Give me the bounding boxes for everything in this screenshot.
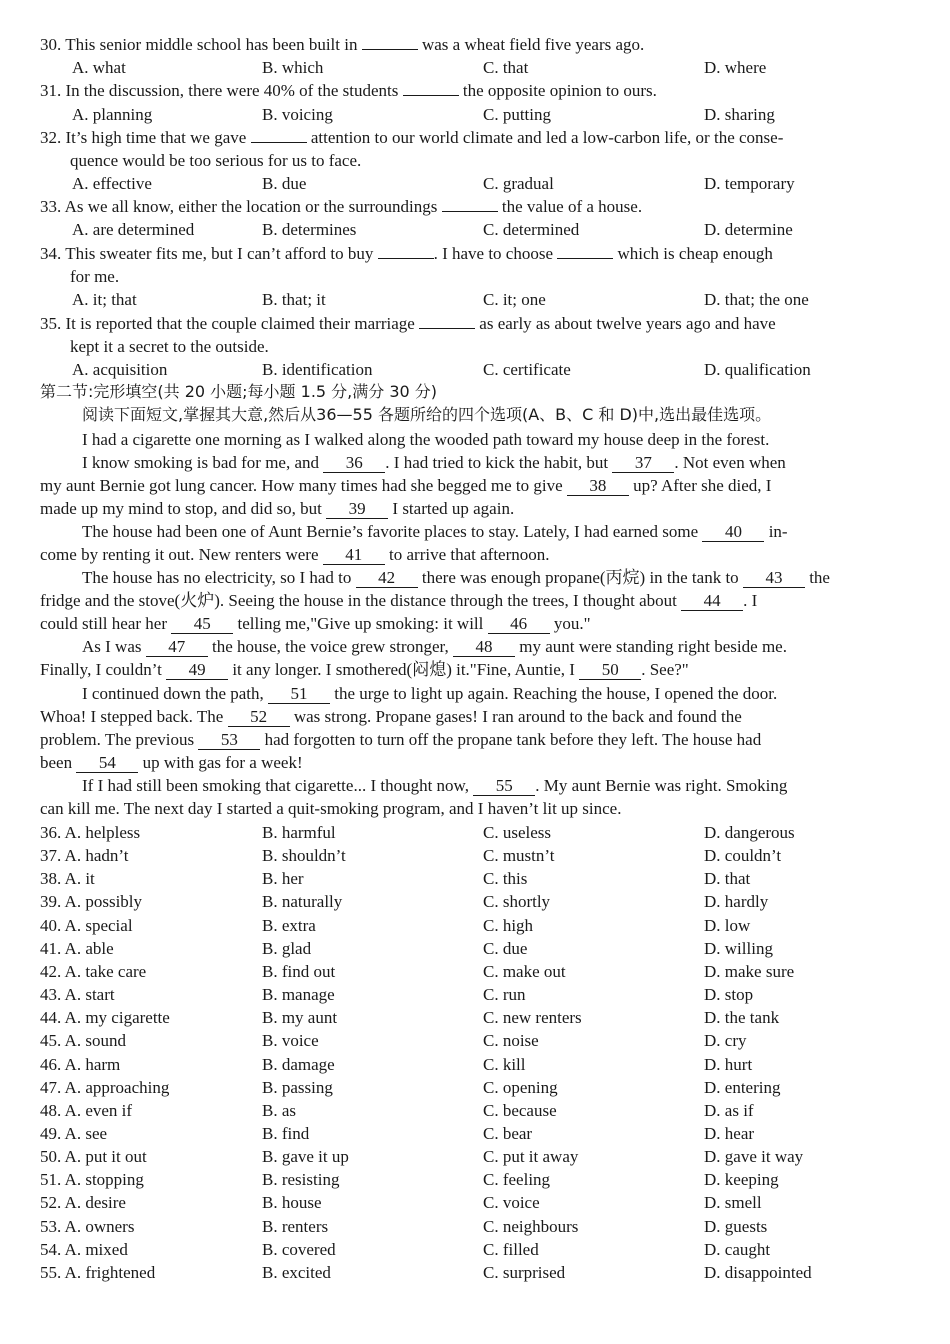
option-d: D. keeping xyxy=(704,1170,779,1189)
option-c: C. new renters xyxy=(483,1008,582,1027)
option-b: B. naturally xyxy=(262,892,343,911)
passage-line: come by renting it out. New renters were 41 to arrive that afternoon. xyxy=(40,545,550,564)
option-d: D. entering xyxy=(704,1078,781,1097)
option-a: A. acquisition xyxy=(72,360,168,379)
question-31-options xyxy=(40,103,908,126)
option-b: B. due xyxy=(262,174,307,193)
section-instruction: 阅读下面短文,掌握其大意,然后从36—55 各题所给的四个选项(A、B、C 和 D)中,选出最佳选项。 xyxy=(82,405,772,424)
cloze-option-row xyxy=(40,1076,908,1099)
cloze-option-row xyxy=(40,1099,908,1122)
option-c: C. due xyxy=(483,939,528,958)
passage-line: As I was 47 the house, the voice grew stronger, 48 my aunt were standing right beside me. xyxy=(82,637,787,656)
cloze-option-row xyxy=(40,1191,908,1214)
answer-blank xyxy=(419,312,475,329)
cloze-option-row xyxy=(40,890,908,913)
option-d: D. hurt xyxy=(704,1055,753,1074)
option-b: B. find out xyxy=(262,962,336,981)
cloze-option-row xyxy=(40,1168,908,1191)
answer-blank xyxy=(442,195,498,212)
option-d: D. gave it way xyxy=(704,1147,804,1166)
answer-blank xyxy=(378,242,434,259)
option-c: C. gradual xyxy=(483,174,554,193)
option-a: 51. A. stopping xyxy=(40,1170,144,1189)
option-b: B. manage xyxy=(262,985,335,1004)
passage-line: Finally, I couldn’t 49 it any longer. I smothered(闷熄) it."Fine, Auntie, I 50 . See?" xyxy=(40,660,689,679)
cloze-option-row xyxy=(40,1006,908,1029)
option-b: B. passing xyxy=(262,1078,333,1097)
option-a: A. effective xyxy=(72,174,152,193)
passage-line: If I had still been smoking that cigarette... I thought now, 55 . My aunt Bernie was right. Smoking xyxy=(82,776,788,795)
option-b: B. voicing xyxy=(262,105,333,124)
option-d: D. willing xyxy=(704,939,773,958)
option-b: B. as xyxy=(262,1101,296,1120)
option-c: C. neighbours xyxy=(483,1217,579,1236)
option-c: C. mustn’t xyxy=(483,846,555,865)
option-d: D. determine xyxy=(704,220,793,239)
cloze-option-row xyxy=(40,1053,908,1076)
question-34-stem: 34. This sweater fits me, but I can’t afford to buy . I have to choose which is cheap enough xyxy=(40,244,773,263)
answer-blank xyxy=(362,33,418,50)
blank-45: 45 xyxy=(171,615,233,634)
option-c: C. feeling xyxy=(483,1170,551,1189)
option-d: D. hear xyxy=(704,1124,755,1143)
option-a: 47. A. approaching xyxy=(40,1078,170,1097)
option-b: B. voice xyxy=(262,1031,319,1050)
option-d: D. disappointed xyxy=(704,1263,812,1282)
passage-line: made up my mind to stop, and did so, but 39 I started up again. xyxy=(40,499,515,518)
cloze-option-row xyxy=(40,1029,908,1052)
cloze-option-row xyxy=(40,914,908,937)
option-d: D. where xyxy=(704,58,767,77)
option-b: B. covered xyxy=(262,1240,336,1259)
option-c: C. put it away xyxy=(483,1147,579,1166)
question-31-stem: 31. In the discussion, there were 40% of the students the opposite opinion to ours. xyxy=(40,81,657,100)
blank-49: 49 xyxy=(166,661,228,680)
blank-46: 46 xyxy=(488,615,550,634)
blank-54: 54 xyxy=(76,754,138,773)
option-c: C. that xyxy=(483,58,529,77)
option-a: 42. A. take care xyxy=(40,962,147,981)
answer-blank xyxy=(557,242,613,259)
option-a: 54. A. mixed xyxy=(40,1240,128,1259)
option-b: B. determines xyxy=(262,220,357,239)
cloze-option-row xyxy=(40,1261,908,1284)
option-a: 46. A. harm xyxy=(40,1055,121,1074)
option-d: D. caught xyxy=(704,1240,771,1259)
option-a: 37. A. hadn’t xyxy=(40,846,129,865)
option-d: D. hardly xyxy=(704,892,769,911)
blank-39: 39 xyxy=(326,500,388,519)
passage-line: fridge and the stove(火炉). Seeing the house in the distance through the trees, I thought about 44 . I xyxy=(40,591,758,610)
option-a: 52. A. desire xyxy=(40,1193,126,1212)
option-b: B. shouldn’t xyxy=(262,846,346,865)
passage-line: problem. The previous 53 had forgotten to turn off the propane tank before they left. The house had xyxy=(40,730,762,749)
option-b: B. her xyxy=(262,869,304,888)
cloze-option-row xyxy=(40,1215,908,1238)
option-c: C. because xyxy=(483,1101,557,1120)
option-d: D. cry xyxy=(704,1031,747,1050)
question-35-options xyxy=(40,358,908,381)
option-a: A. it; that xyxy=(72,290,137,309)
cloze-option-row xyxy=(40,844,908,867)
option-d: D. make sure xyxy=(704,962,795,981)
option-c: C. determined xyxy=(483,220,580,239)
blank-55: 55 xyxy=(473,777,535,796)
answer-blank xyxy=(251,126,307,143)
passage-line: been 54 up with gas for a week! xyxy=(40,753,303,772)
option-b: B. resisting xyxy=(262,1170,340,1189)
option-b: B. house xyxy=(262,1193,322,1212)
option-d: D. qualification xyxy=(704,360,811,379)
option-b: B. renters xyxy=(262,1217,329,1236)
question-30-options xyxy=(40,56,908,79)
option-a: 45. A. sound xyxy=(40,1031,126,1050)
question-32-stem-continued: quence would be too serious for us to face. xyxy=(70,151,362,170)
option-c: C. useless xyxy=(483,823,551,842)
option-a: 39. A. possibly xyxy=(40,892,143,911)
option-a: 53. A. owners xyxy=(40,1217,135,1236)
passage-line: Whoa! I stepped back. The 52 was strong. Propane gases! I ran around to the back and found the xyxy=(40,707,742,726)
question-35-stem: 35. It is reported that the couple claimed their marriage as early as about twelve years ago and have xyxy=(40,314,776,333)
option-a: 41. A. able xyxy=(40,939,114,958)
option-d: D. couldn’t xyxy=(704,846,782,865)
question-32-options xyxy=(40,172,908,195)
option-c: C. noise xyxy=(483,1031,539,1050)
cloze-option-row xyxy=(40,1145,908,1168)
question-30-stem: 30. This senior middle school has been built in was a wheat field five years ago. xyxy=(40,35,645,54)
option-b: B. that; it xyxy=(262,290,326,309)
cloze-option-row xyxy=(40,983,908,1006)
cloze-option-row xyxy=(40,821,908,844)
option-c: C. certificate xyxy=(483,360,571,379)
blank-53: 53 xyxy=(198,731,260,750)
question-35-stem-continued: kept it a secret to the outside. xyxy=(70,337,269,356)
option-a: 55. A. frightened xyxy=(40,1263,156,1282)
cloze-option-row xyxy=(40,1122,908,1145)
option-c: C. this xyxy=(483,869,528,888)
option-c: C. opening xyxy=(483,1078,558,1097)
option-c: C. high xyxy=(483,916,534,935)
option-b: B. excited xyxy=(262,1263,331,1282)
option-d: D. that xyxy=(704,869,751,888)
option-c: C. shortly xyxy=(483,892,551,911)
option-b: B. gave it up xyxy=(262,1147,349,1166)
option-c: C. make out xyxy=(483,962,566,981)
question-33-options xyxy=(40,218,908,241)
passage-line: my aunt Bernie got lung cancer. How many times had she begged me to give 38 up? After she died, I xyxy=(40,476,772,495)
option-a: 43. A. start xyxy=(40,985,115,1004)
passage-line: can kill me. The next day I started a quit-smoking program, and I haven’t lit up since. xyxy=(40,799,622,818)
option-b: B. extra xyxy=(262,916,316,935)
option-c: C. putting xyxy=(483,105,552,124)
option-b: B. which xyxy=(262,58,324,77)
option-d: D. sharing xyxy=(704,105,775,124)
option-c: C. run xyxy=(483,985,526,1004)
option-a: 38. A. it xyxy=(40,869,95,888)
blank-52: 52 xyxy=(228,708,290,727)
passage-line: could still hear her 45 telling me,"Give up smoking: it will 46 you." xyxy=(40,614,591,633)
cloze-option-row xyxy=(40,1238,908,1261)
option-c: C. voice xyxy=(483,1193,540,1212)
blank-42: 42 xyxy=(356,569,418,588)
passage-line: I know smoking is bad for me, and 36 . I had tried to kick the habit, but 37 . Not even when xyxy=(82,453,786,472)
blank-51: 51 xyxy=(268,685,330,704)
option-b: B. find xyxy=(262,1124,310,1143)
option-a: 44. A. my cigarette xyxy=(40,1008,170,1027)
option-a: 50. A. put it out xyxy=(40,1147,147,1166)
blank-41: 41 xyxy=(323,546,385,565)
blank-37: 37 xyxy=(612,454,674,473)
option-b: B. harmful xyxy=(262,823,336,842)
option-d: D. as if xyxy=(704,1101,754,1120)
option-d: D. that; the one xyxy=(704,290,809,309)
option-c: C. it; one xyxy=(483,290,546,309)
option-d: D. dangerous xyxy=(704,823,795,842)
passage-line: I continued down the path, 51 the urge to light up again. Reaching the house, I opened the door. xyxy=(82,684,778,703)
answer-blank xyxy=(403,79,459,96)
option-d: D. low xyxy=(704,916,751,935)
blank-48: 48 xyxy=(453,638,515,657)
option-a: A. are determined xyxy=(72,220,195,239)
question-33-stem: 33. As we all know, either the location or the surroundings the value of a house. xyxy=(40,197,643,216)
option-c: C. bear xyxy=(483,1124,533,1143)
option-a: 49. A. see xyxy=(40,1124,108,1143)
option-a: 40. A. special xyxy=(40,916,133,935)
option-c: C. kill xyxy=(483,1055,526,1074)
option-b: B. damage xyxy=(262,1055,335,1074)
option-d: D. smell xyxy=(704,1193,762,1212)
passage-line: The house has no electricity, so I had to 42 there was enough propane(丙烷) in the tank to 43 the xyxy=(82,568,830,587)
option-a: A. what xyxy=(72,58,126,77)
option-b: B. my aunt xyxy=(262,1008,338,1027)
option-c: C. filled xyxy=(483,1240,539,1259)
blank-47: 47 xyxy=(146,638,208,657)
blank-40: 40 xyxy=(702,523,764,542)
option-d: D. guests xyxy=(704,1217,768,1236)
option-a: 36. A. helpless xyxy=(40,823,141,842)
cloze-option-row xyxy=(40,937,908,960)
option-c: C. surprised xyxy=(483,1263,566,1282)
option-a: A. planning xyxy=(72,105,153,124)
question-34-options xyxy=(40,288,908,311)
question-34-stem-continued: for me. xyxy=(70,267,120,286)
section-title: 第二节:完形填空(共 20 小题;每小题 1.5 分,满分 30 分) xyxy=(40,382,438,401)
blank-50: 50 xyxy=(579,661,641,680)
option-d: D. stop xyxy=(704,985,754,1004)
option-b: B. identification xyxy=(262,360,373,379)
option-d: D. temporary xyxy=(704,174,795,193)
question-32-stem: 32. It’s high time that we gave attention to our world climate and led a low-carbon life, or the conse- xyxy=(40,128,784,147)
passage-line: The house had been one of Aunt Bernie’s favorite places to stay. Lately, I had earned some 40 in- xyxy=(82,522,788,541)
blank-44: 44 xyxy=(681,592,743,611)
blank-43: 43 xyxy=(743,569,805,588)
option-d: D. the tank xyxy=(704,1008,780,1027)
cloze-option-row xyxy=(40,867,908,890)
blank-36: 36 xyxy=(323,454,385,473)
passage-paragraph: I had a cigarette one morning as I walked along the wooded path toward my house deep in the forest. xyxy=(82,430,770,449)
option-a: 48. A. even if xyxy=(40,1101,133,1120)
blank-38: 38 xyxy=(567,477,629,496)
option-b: B. glad xyxy=(262,939,312,958)
cloze-option-row xyxy=(40,960,908,983)
